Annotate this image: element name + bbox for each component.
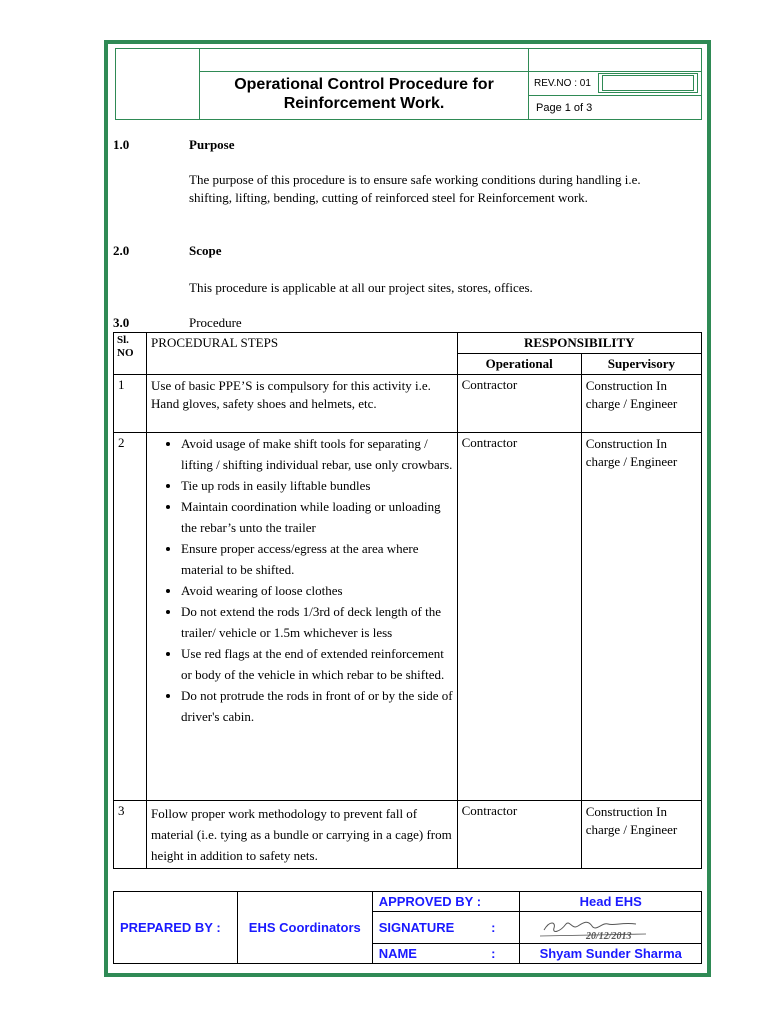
section-number: 1.0 (113, 137, 130, 152)
list-item: • Do not extend the rods 1/3rd of deck length of the trailer/ vehicle or 1.5m whichever is less (181, 601, 453, 643)
table-row: 3 Follow proper work methodology to prevent fall of material (i.e. tying as a bundle or carrying in a cage) from height in addition to safety nets. Contractor Construction In charge / Engineer (114, 801, 702, 869)
table-row: 1 Use of basic PPE’S is compulsory for this activity i.e. Hand gloves, safety shoes and helmets, etc. Contractor Construction In charge / Engineer (114, 375, 702, 433)
section-number: 2.0 (113, 243, 130, 258)
revision-number: REV.NO : 01 (534, 78, 591, 89)
name-value: Shyam Sunder Sharma (520, 944, 702, 964)
col-slno: Sl. NO (114, 333, 147, 375)
approval-table (113, 891, 702, 964)
purpose-text: The purpose of this procedure is to ensure safe working conditions during handling i.e. shifting, lifting, bending, cutting of reinforced steel for Reinforcement work. (189, 172, 641, 205)
section-heading: Scope (189, 243, 222, 258)
scope-text: This procedure is applicable at all our project sites, stores, offices. (189, 280, 533, 295)
col-supervisory: Supervisory (581, 354, 701, 375)
svg-text:20/12/2013: 20/12/2013 (586, 931, 633, 942)
list-item: • Tie up rods in easily liftable bundles (181, 475, 453, 496)
approved-by-label: APPROVED BY : (372, 892, 520, 912)
section-number: 3.0 (113, 315, 130, 330)
section-heading: Purpose (189, 137, 235, 152)
col-operational: Operational (457, 354, 581, 375)
table-row: 2 • Avoid usage of make shift tools for separating / lifting / shifting individual rebar, use only crowbars. • Tie up rods in easily liftable bundles • Maintain coordination while loading or unloading the rebar’s unto the trailer • Ensure proper access/egress at the area where material to be shifted. • Avoid wearing of loose clothes • Do not extend the rods 1/3rd of deck length of the trailer/ vehicle or 1.5m whichever is less • Use red flags at the end of extended reinforcement or body of the vehicle in which rebar to be shifted. • Do not protrude the rods in front of or by the side of driver's cabin. Contractor Construction In charge / Engineer (114, 433, 702, 801)
procedure-table (113, 332, 702, 869)
signature (520, 912, 702, 944)
approved-by-value: Head EHS (520, 892, 702, 912)
prepared-by-value: EHS Coordinators (237, 892, 372, 964)
name-label: NAME : (372, 944, 520, 964)
procedure-bullets (151, 433, 453, 727)
page-number: Page 1 of 3 (536, 102, 593, 114)
signature-label: SIGNATURE : (372, 912, 520, 944)
prepared-by-label: PREPARED BY : (114, 892, 238, 964)
document-header (115, 48, 702, 120)
list-item: • Do not protrude the rods in front of or by the side of driver's cabin. (181, 685, 453, 727)
col-steps: PROCEDURAL STEPS (147, 333, 458, 375)
signature-image (526, 912, 696, 942)
list-item: • Avoid usage of make shift tools for separating / lifting / shifting individual rebar, use only crowbars. (181, 433, 453, 475)
list-item: • Use red flags at the end of extended reinforcement or body of the vehicle in which rebar to be shifted. (181, 643, 453, 685)
list-item: • Avoid wearing of loose clothes (181, 580, 453, 601)
list-item: • Ensure proper access/egress at the area where material to be shifted. (181, 538, 453, 580)
section-heading: Procedure (189, 315, 242, 330)
col-responsibility: RESPONSIBILITY (457, 333, 701, 354)
document-title: Operational Control Procedure for Reinforcement Work. (234, 76, 494, 112)
list-item: • Maintain coordination while loading or unloading the rebar’s unto the trailer (181, 496, 453, 538)
